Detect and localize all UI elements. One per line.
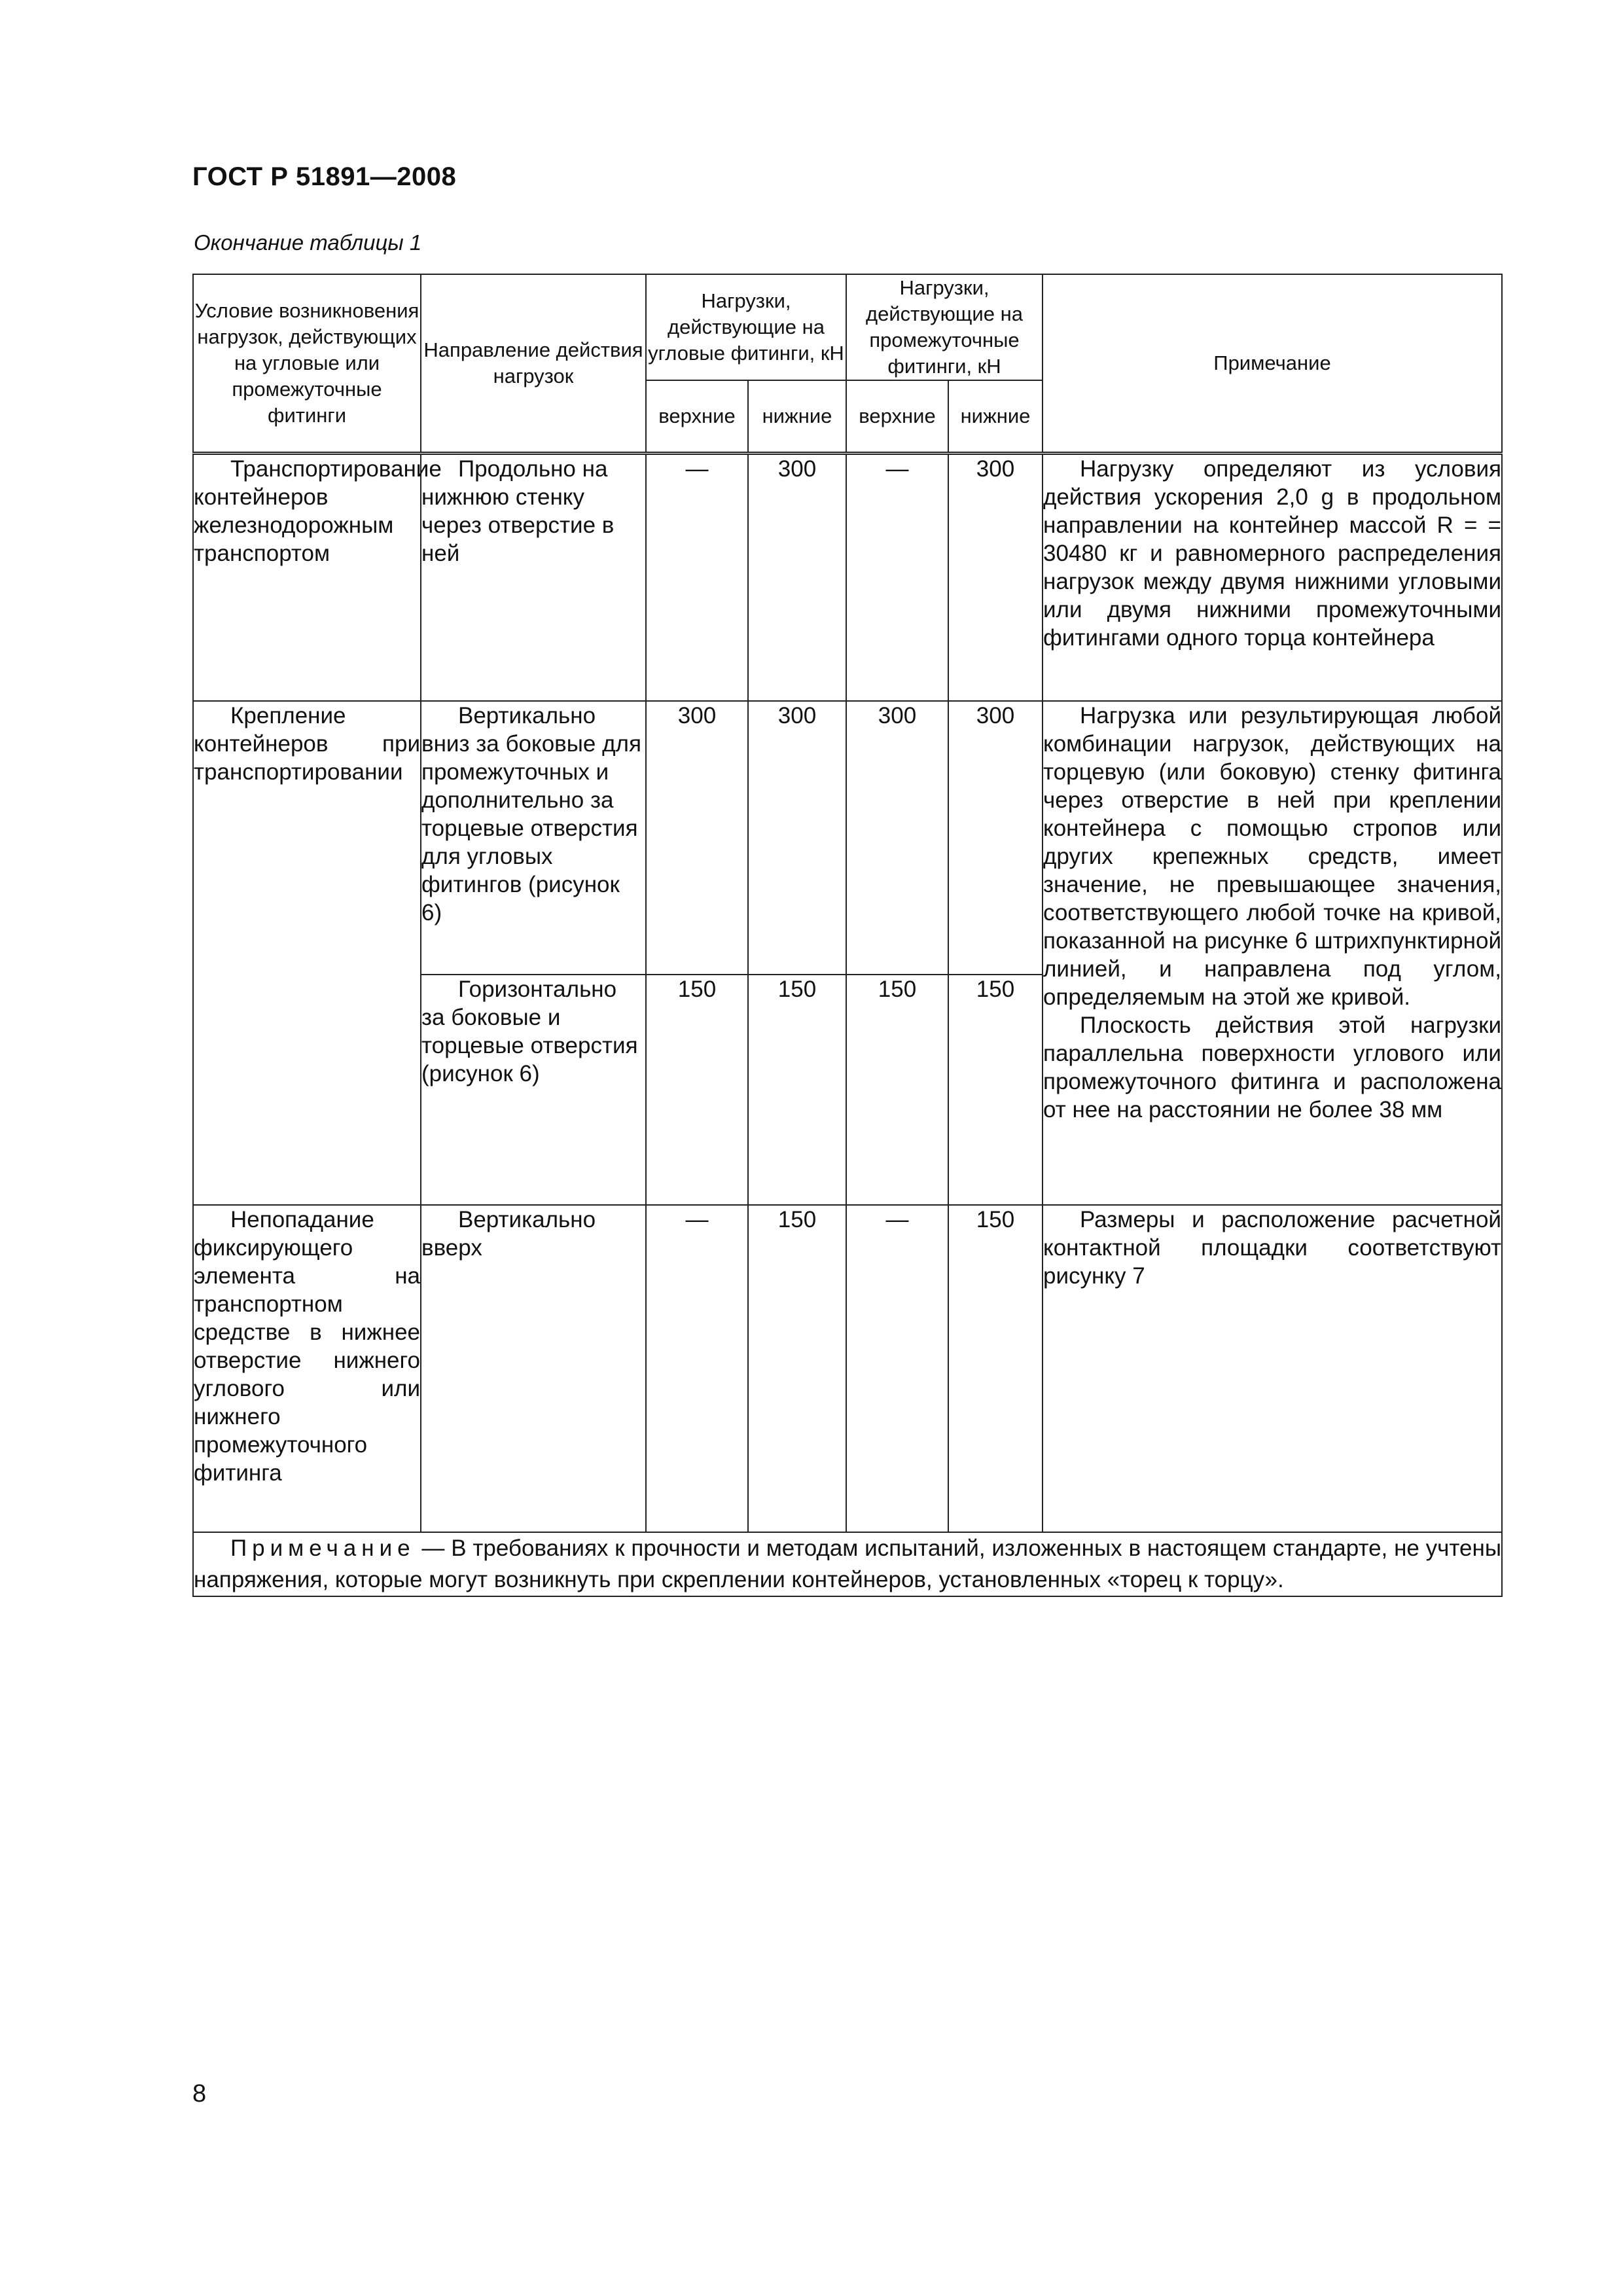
document-title: ГОСТ Р 51891—2008	[192, 162, 457, 191]
row2-corner-upper: 300	[646, 701, 748, 975]
table-row	[193, 701, 1502, 975]
row4-inter-upper: —	[846, 1205, 948, 1532]
row3-inter-upper: 150	[846, 975, 948, 1205]
row4-condition: Непопадание фиксирующего элемента на транспортном средстве в нижнее отверстие нижнего углового или нижнего промежуточного фитинга	[193, 1205, 421, 1532]
row2-note-paragraph-2: Плоскость действия этой нагрузки параллельна поверхности углового или промежуточного фитинга и расположена от нее на расстоянии не более 38 мм	[1043, 1012, 1501, 1122]
header-corner-lower: нижние	[748, 380, 846, 454]
row3-direction: Горизонтально за боковые и торцевые отверстия (рисунок 6)	[421, 975, 646, 1205]
row4-inter-lower: 150	[948, 1205, 1043, 1532]
header-condition: Условие возникновения нагрузок, действующих на угловые или промежуточные фитинги	[193, 274, 421, 454]
row3-corner-lower: 150	[748, 975, 846, 1205]
row2-inter-upper: 300	[846, 701, 948, 975]
row4-corner-upper: —	[646, 1205, 748, 1532]
row3-inter-lower: 150	[948, 975, 1043, 1205]
header-inter-upper: верхние	[846, 380, 948, 454]
header-corner-upper: верхние	[646, 380, 748, 454]
table-row	[193, 454, 1502, 701]
row1-condition: Транспортирование контейнеров железнодорожным транспортом	[193, 454, 421, 701]
header-direction: Направление действия нагрузок	[421, 274, 646, 454]
footnote-label: Примечание	[230, 1535, 416, 1561]
header-intermediate-fittings: Нагрузки, действующие на промежуточные фитинги, кН	[846, 274, 1043, 380]
row4-direction: Вертикально вверх	[421, 1205, 646, 1532]
loads-table	[192, 274, 1503, 1597]
footnote-text: — В требованиях к прочности и методам испытаний, изложенных в настоящем стандарте, не учтены напряжения, которые могут возникнуть при скреплении контейнеров, установленных «торец к торцу».	[194, 1535, 1501, 1592]
row4-corner-lower: 150	[748, 1205, 846, 1532]
header-note: Примечание	[1043, 274, 1502, 454]
row1-inter-upper: —	[846, 454, 948, 701]
row4-note: Размеры и расположение расчетной контактной площадки соответствуют рисунку 7	[1043, 1205, 1502, 1532]
header-inter-lower: нижние	[948, 380, 1043, 454]
row2-inter-lower: 300	[948, 701, 1043, 975]
row1-corner-lower: 300	[748, 454, 846, 701]
row2-direction: Вертикально вниз за боковые для промежуточных и дополнительно за торцевые отверстия для угловых фитингов (рисунок 6)	[421, 701, 646, 975]
table-footnote-row	[193, 1532, 1502, 1596]
row1-note: Нагрузку определяют из условия действия ускорения 2,0 g в продольном направлении на контейнер массой R = = 30480 кг и равномерного распределения нагрузок между двумя нижними угловыми или двумя нижними промежуточными фитингами одного торца контейнера	[1043, 454, 1502, 701]
header-corner-fittings: Нагрузки, действующие на угловые фитинги, кН	[646, 274, 846, 380]
row1-corner-upper: —	[646, 454, 748, 701]
table-footnote	[193, 1532, 1502, 1596]
table-caption: Окончание таблицы 1	[194, 230, 422, 255]
row3-corner-upper: 150	[646, 975, 748, 1205]
row2-note-paragraph-1: Нагрузка или результирующая любой комбинации нагрузок, действующих на торцевую (или боковую) стенку фитинга через отверстие в ней при креплении контейнера с помощью стропов или других крепежных средств, имеет значение, не превышающее значения, соответствующего любой точке на кривой, показанной на рисунке 6 штрихпунктирной линией, и направлена под углом, определяемым на этой же кривой.	[1043, 702, 1501, 1010]
row2-corner-lower: 300	[748, 701, 846, 975]
page-number: 8	[192, 2080, 207, 2108]
row1-direction: Продольно на нижнюю стенку через отверстие в ней	[421, 454, 646, 701]
table-row	[193, 1205, 1502, 1532]
row2-note	[1043, 701, 1502, 1205]
row1-inter-lower: 300	[948, 454, 1043, 701]
row2-condition: Крепление контейнеров при транспортировании	[193, 701, 421, 1205]
